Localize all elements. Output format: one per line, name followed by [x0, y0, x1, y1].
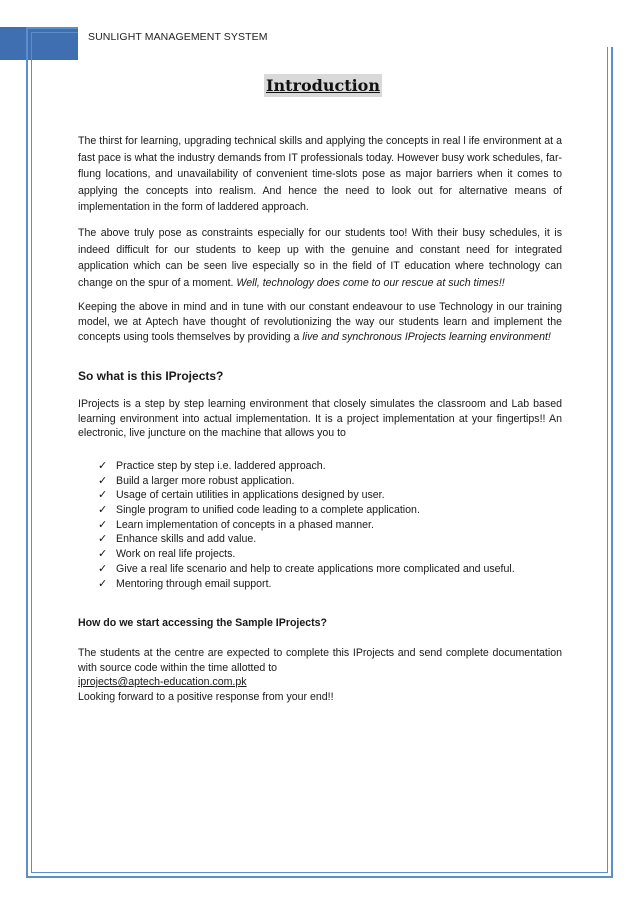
list-item-label: Enhance skills and add value.	[116, 533, 257, 546]
checkmark-icon: ✓	[98, 489, 108, 502]
intro-paragraph-3	[78, 300, 562, 344]
document-content	[78, 74, 562, 714]
list-item-label: Single program to unified code leading to a complete application.	[116, 504, 420, 517]
list-item-label: Mentoring through email support.	[116, 577, 272, 590]
checkmark-icon: ✓	[98, 548, 108, 561]
list-item-label: Practice step by step i.e. laddered approach.	[116, 459, 326, 472]
list-item-label: Learn implementation of concepts in a phased manner.	[116, 518, 374, 531]
list-item-label: Usage of certain utilities in applications designed by user.	[116, 489, 385, 502]
feature-checklist	[98, 459, 562, 591]
list-item	[98, 547, 562, 562]
intro-paragraph-2-text: The above truly pose as constraints especially for our students too! With their busy schedules, it is indeed difficult for our students to keep up with the genuine and constant need for integrated application which can be seen live especially so in the field of IT education where technology can change on the spur of a moment.	[78, 226, 562, 289]
intro-paragraph-3-emphasis: live and synchronous IProjects learning environment!	[302, 330, 551, 343]
contact-email-link[interactable]: iprojects@aptech-education.com.pk	[78, 676, 247, 689]
list-item-label: Build a larger more robust application.	[116, 474, 295, 487]
checkmark-icon: ✓	[98, 459, 108, 472]
list-item-label: Give a real life scenario and help to create applications more complicated and useful.	[116, 562, 515, 575]
intro-paragraph-1: The thirst for learning, upgrading technical skills and applying the concepts in real l ife environment at a fast pace is what the industry demands from IT professionals today. However busy work schedules, far-flung locations, and unavailability of convenient time-slots pose as major barriers when it comes to applying the concepts into realism. And hence the need to look out for alternative means of implementation in the form of laddered approach.	[78, 135, 562, 214]
header-system-name: SUNLIGHT MANAGEMENT SYSTEM	[88, 31, 268, 43]
access-paragraph-text: The students at the centre are expected to complete this IProjects and send complete documentation with source code within the time allotted to	[78, 647, 562, 674]
checkmark-icon: ✓	[98, 474, 108, 487]
list-item	[98, 518, 562, 533]
checkmark-icon: ✓	[98, 518, 108, 531]
checkmark-icon: ✓	[98, 562, 108, 575]
list-item-label: Work on real life projects.	[116, 548, 236, 561]
list-item	[98, 474, 562, 489]
list-item	[98, 459, 562, 474]
checkmark-icon: ✓	[98, 533, 108, 546]
intro-paragraph-2	[78, 225, 562, 291]
checkmark-icon: ✓	[98, 504, 108, 517]
list-item	[98, 577, 562, 592]
list-item	[98, 488, 562, 503]
list-item	[98, 532, 562, 547]
list-item	[98, 503, 562, 518]
what-is-paragraph: IProjects is a step by step learning environment that closely simulates the classroom and Lab based learning environment into actual implementation. It is a project implementation at your fingertips!! An electronic, live juncture on the machine that allows you to	[78, 398, 562, 440]
intro-paragraph-2-emphasis: Well, technology does come to our rescue at such times!!	[236, 276, 505, 289]
checkmark-icon: ✓	[98, 577, 108, 590]
closing-line: Looking forward to a positive response from your end!!	[78, 691, 334, 704]
what-is-heading: So what is this IProjects?	[78, 369, 224, 384]
intro-paragraph-3-text: Keeping the above in mind and in tune with our constant endeavour to use Technology in our training model, we at Aptech have thought of revolutionizing the way our students learn and implement the concepts using tools themselves by providing a	[78, 301, 562, 343]
access-heading: How do we start accessing the Sample IProjects?	[78, 617, 328, 630]
access-paragraph	[78, 646, 562, 704]
list-item	[98, 562, 562, 577]
page-title: Introduction	[266, 76, 380, 95]
title-wrap	[78, 74, 562, 97]
